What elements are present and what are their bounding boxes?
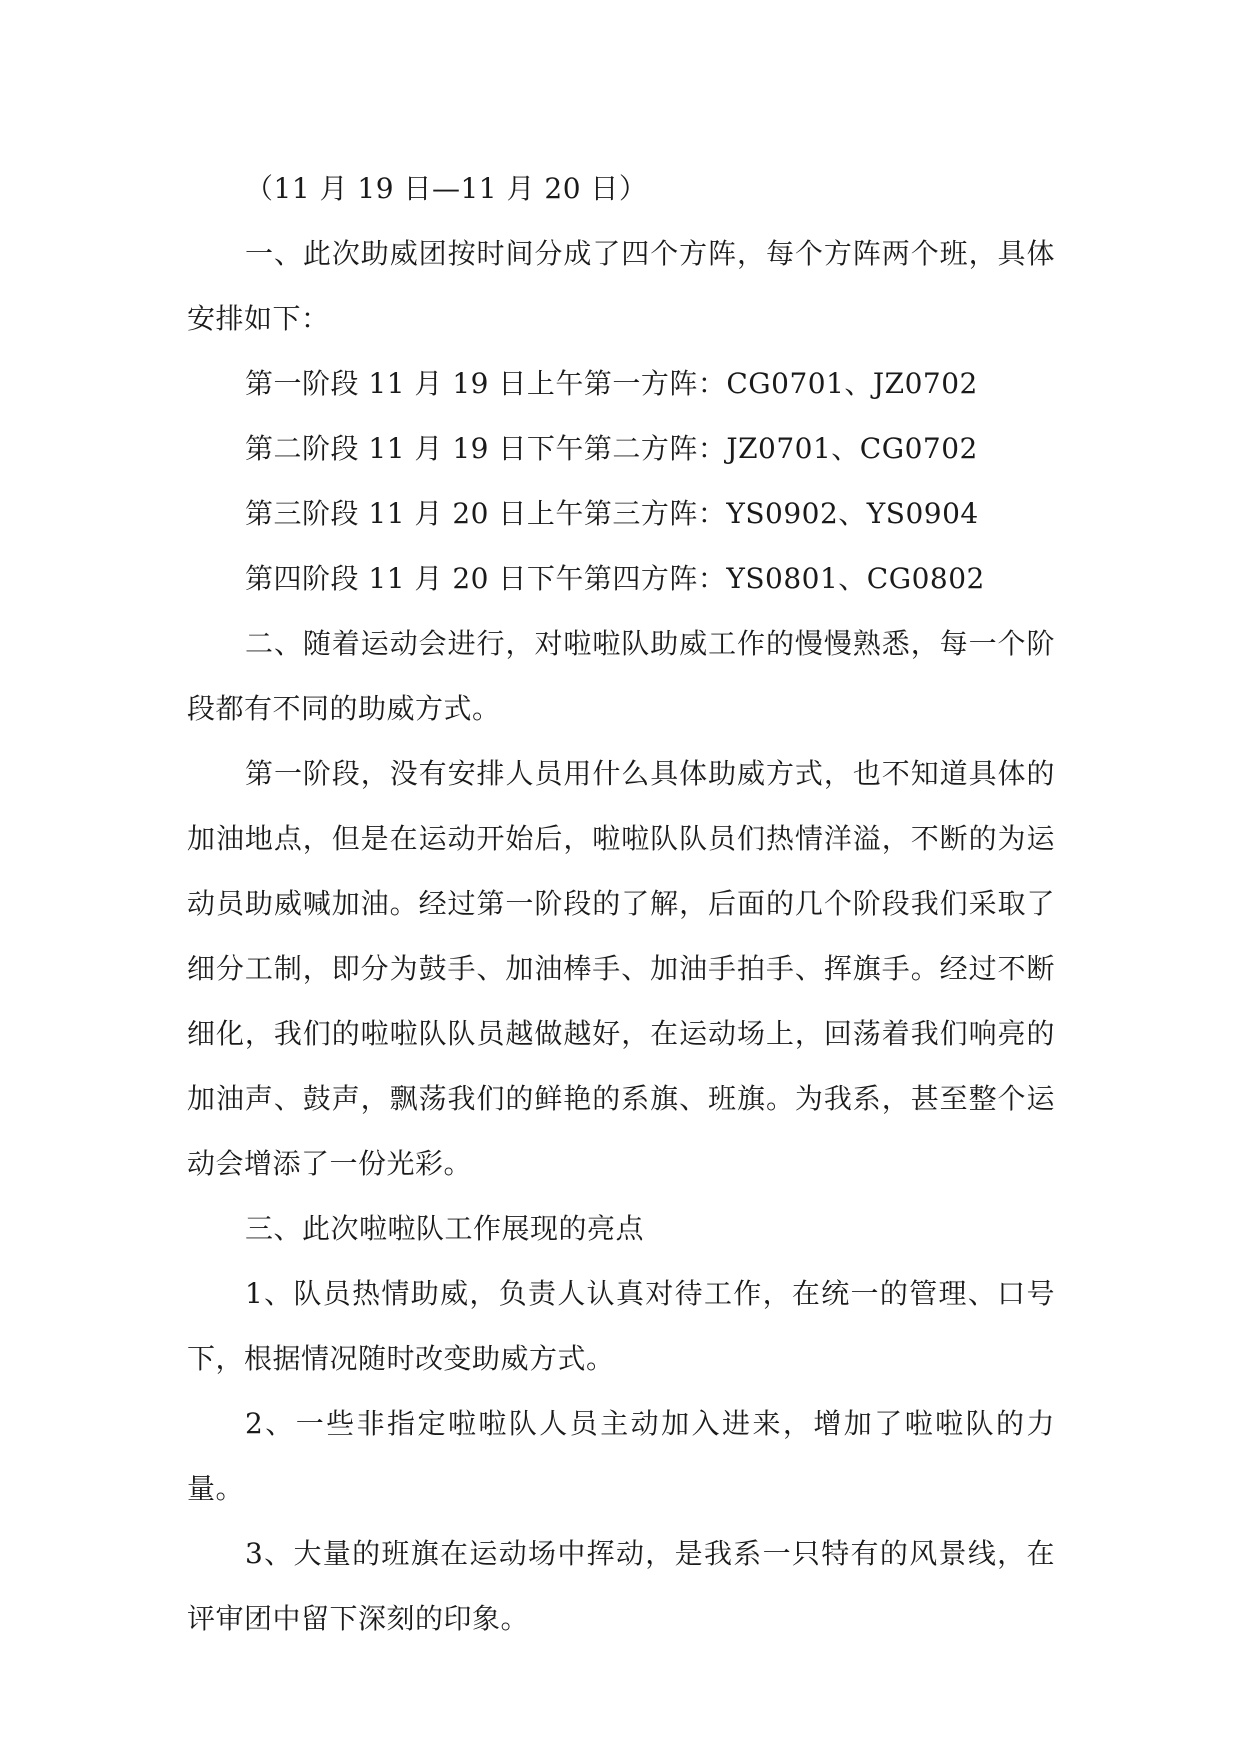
highlight-item-2: 2、一些非指定啦啦队人员主动加入进来，增加了啦啦队的力量。 [187,1407,1055,1505]
highlight-item-3: 3、大量的班旗在运动场中挥动，是我系一只特有的风景线，在评审团中留下深刻的印象。 [187,1537,1055,1635]
section-one-paragraph: 一、此次助威团按时间分成了四个方阵，每个方阵两个班，具体安排如下： [187,237,1055,335]
stage-detail-paragraph: 第一阶段，没有安排人员用什么具体助威方式，也不知道具体的加油地点，但是在运动开始后，啦啦队队员们热情洋溢，不断的为运动员助威喊加油。经过第一阶段的了解，后面的几个阶段我们采取了细分工制，即分为鼓手、加油棒手、加油手拍手、挥旗手。经过不断细化，我们的啦啦队队员越做越好，在运动场上，回荡着我们响亮的加油声、鼓声，飘荡我们的鲜艳的系旗、班旗。为我系，甚至整个运动会增添了一份光彩。 [187,757,1055,1180]
highlight-item-1: 1、队员热情助威，负责人认真对待工作，在统一的管理、口号下，根据情况随时改变助威方式。 [187,1277,1055,1375]
section-three-heading: 三、此次啦啦队工作展现的亮点 [245,1212,645,1245]
document-body [187,156,1055,1651]
section-two-paragraph: 二、随着运动会进行，对啦啦队助威工作的慢慢熟悉，每一个阶段都有不同的助威方式。 [187,627,1055,725]
stage-two-line: 第二阶段 11 月 19 日下午第二方阵：JZ0701、CG0702 [245,432,978,465]
stage-four-line: 第四阶段 11 月 20 日下午第四方阵：YS0801、CG0802 [245,562,985,595]
stage-one-line: 第一阶段 11 月 19 日上午第一方阵：CG0701、JZ0702 [245,367,978,400]
stage-three-line: 第三阶段 11 月 20 日上午第三方阵：YS0902、YS0904 [245,497,979,530]
date-range-paragraph: （11 月 19 日—11 月 20 日） [245,172,648,205]
